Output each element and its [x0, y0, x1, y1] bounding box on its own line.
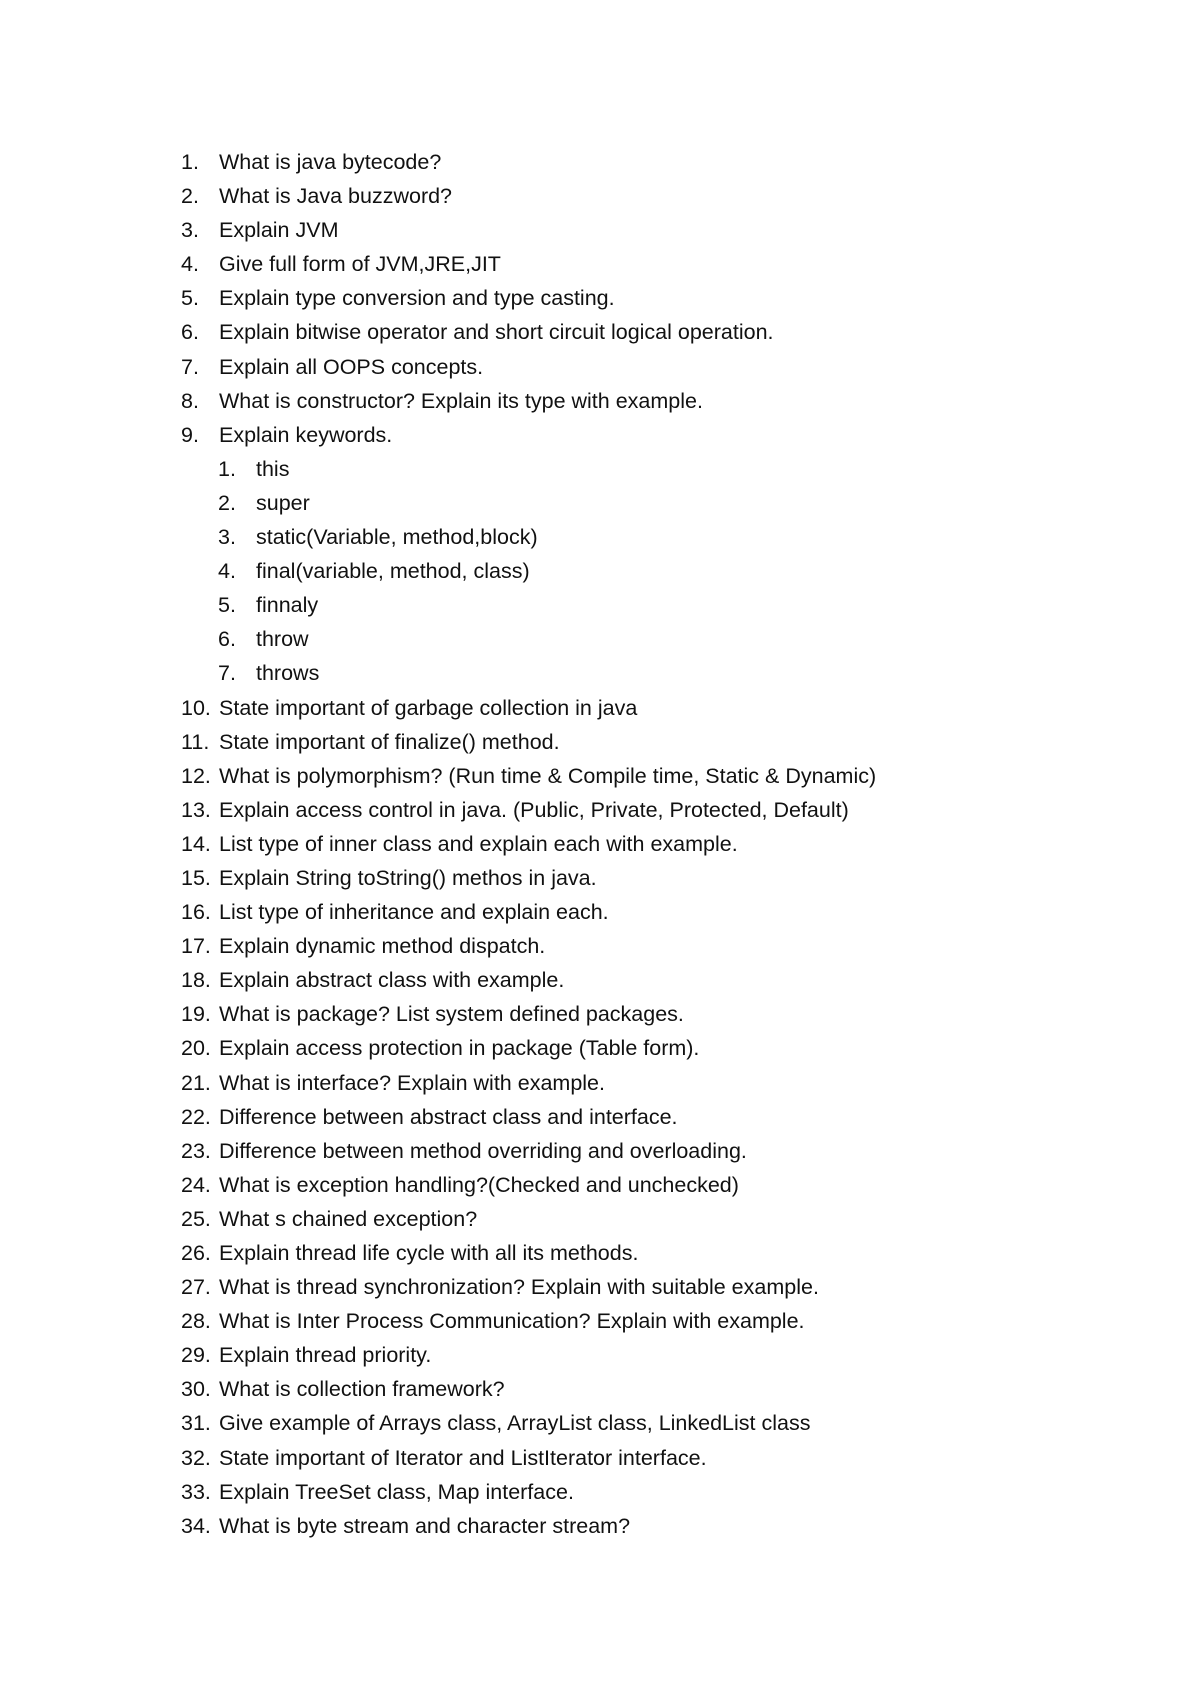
- item-number: 10.: [181, 695, 211, 720]
- item-text: What is package? List system defined packages.: [219, 1002, 684, 1027]
- list-item: [181, 1338, 1141, 1372]
- list-item: [181, 1509, 1141, 1543]
- sub-list-item: [181, 452, 1141, 486]
- item-text: Explain dynamic method dispatch.: [219, 934, 546, 959]
- list-item: [181, 418, 1141, 452]
- list-item: [181, 1406, 1141, 1440]
- item-text: Explain String toString() methos in java.: [219, 865, 597, 890]
- item-text: final(variable, method, class): [256, 559, 530, 584]
- item-text: State important of finalize() method.: [219, 729, 560, 754]
- item-text: Give full form of JVM,JRE,JIT: [219, 252, 501, 277]
- list-item: [181, 1168, 1141, 1202]
- list-item: [181, 861, 1141, 895]
- item-text: static(Variable, method,block): [256, 525, 538, 550]
- sub-list-item: [181, 554, 1141, 588]
- item-text: Give example of Arrays class, ArrayList class, LinkedList class: [219, 1411, 811, 1436]
- sub-list-item: [181, 520, 1141, 554]
- item-number: 20.: [181, 1036, 211, 1061]
- list-item: [181, 725, 1141, 759]
- item-number: 11.: [181, 729, 210, 754]
- list-item: [181, 1066, 1141, 1100]
- item-number: 31.: [181, 1411, 211, 1436]
- item-number: 6.: [181, 320, 199, 345]
- item-number: 24.: [181, 1172, 211, 1197]
- item-number: 4.: [181, 252, 199, 277]
- list-item: [181, 1134, 1141, 1168]
- list-item: [181, 997, 1141, 1031]
- item-number: 6.: [218, 627, 236, 652]
- list-item: [181, 145, 1141, 179]
- item-number: 30.: [181, 1377, 211, 1402]
- item-number: 2.: [181, 184, 199, 209]
- list-item: [181, 1372, 1141, 1406]
- item-text: What is polymorphism? (Run time & Compile time, Static & Dynamic): [219, 763, 877, 788]
- list-item: [181, 1475, 1141, 1509]
- item-number: 13.: [181, 797, 211, 822]
- item-number: 3.: [218, 525, 236, 550]
- item-text: Explain thread priority.: [219, 1343, 432, 1368]
- list-item: [181, 827, 1141, 861]
- item-text: State important of garbage collection in java: [219, 695, 638, 720]
- item-number: 12.: [181, 763, 211, 788]
- item-number: 7.: [218, 661, 236, 686]
- list-item: [181, 793, 1141, 827]
- item-number: 27.: [181, 1275, 211, 1300]
- item-number: 26.: [181, 1241, 211, 1265]
- item-text: Difference between method overriding and overloading.: [219, 1138, 747, 1163]
- item-text: throw: [256, 627, 309, 652]
- item-text: Explain access control in java. (Public, Private, Protected, Default): [219, 797, 849, 822]
- item-number: 32.: [181, 1445, 211, 1470]
- item-number: 21.: [181, 1070, 211, 1095]
- list-item: [181, 350, 1141, 384]
- item-number: 7.: [181, 354, 199, 379]
- item-text: Explain keywords.: [219, 422, 393, 447]
- list-item: [181, 281, 1141, 315]
- item-number: 2.: [218, 490, 236, 515]
- item-text: What is Inter Process Communication? Explain with example.: [219, 1309, 805, 1334]
- list-item: [181, 1031, 1141, 1065]
- item-text: What is constructor? Explain its type with example.: [219, 388, 703, 413]
- sub-list-item: [181, 588, 1141, 622]
- item-text: Explain TreeSet class, Map interface.: [219, 1479, 574, 1504]
- item-text: What is interface? Explain with example.: [219, 1070, 605, 1095]
- item-text: Explain all OOPS concepts.: [219, 354, 484, 379]
- item-number: 19.: [181, 1002, 211, 1027]
- item-number: 33.: [181, 1479, 211, 1504]
- item-text: super: [256, 490, 310, 515]
- item-text: What is byte stream and character stream?: [219, 1513, 631, 1538]
- list-item: [181, 1202, 1141, 1236]
- item-number: 34.: [181, 1513, 211, 1538]
- item-number: 1.: [218, 456, 236, 481]
- list-item: [181, 1100, 1141, 1134]
- list-item: [181, 691, 1141, 725]
- item-number: 29.: [181, 1343, 211, 1368]
- item-text: What is java bytecode?: [219, 150, 442, 174]
- list-item: [181, 179, 1141, 213]
- item-text: Explain access protection in package (Table form).: [219, 1036, 700, 1061]
- list-item: [181, 315, 1141, 349]
- item-text: Difference between abstract class and interface.: [219, 1104, 678, 1129]
- item-number: 22.: [181, 1104, 211, 1129]
- list-item: [181, 963, 1141, 997]
- item-text: List type of inner class and explain each with example.: [219, 831, 738, 856]
- item-text: this: [256, 456, 290, 481]
- question-list: [181, 145, 1141, 1543]
- item-text: What s chained exception?: [219, 1206, 478, 1231]
- item-number: 4.: [218, 559, 236, 584]
- item-number: 17.: [181, 934, 211, 959]
- sub-list-item: [181, 622, 1141, 656]
- list-item: [181, 384, 1141, 418]
- list-item: [181, 1304, 1141, 1338]
- item-text: Explain thread life cycle with all its methods.: [219, 1241, 639, 1265]
- item-text: What is Java buzzword?: [219, 184, 453, 209]
- item-number: 16.: [181, 900, 211, 925]
- list-item: [181, 247, 1141, 281]
- sub-list-item: [181, 486, 1141, 520]
- list-item: [181, 1236, 1141, 1270]
- item-text: throws: [256, 661, 320, 686]
- list-item: [181, 1270, 1141, 1304]
- item-text: What is exception handling?(Checked and unchecked): [219, 1172, 739, 1197]
- item-number: 15.: [181, 865, 211, 890]
- item-text: What is collection framework?: [219, 1377, 505, 1402]
- sub-list-item: [181, 656, 1141, 690]
- item-text: List type of inheritance and explain each.: [219, 900, 609, 925]
- list-item: [181, 759, 1141, 793]
- item-number: 1.: [181, 150, 199, 174]
- item-number: 5.: [218, 593, 236, 618]
- item-number: 8.: [181, 388, 199, 413]
- item-text: Explain bitwise operator and short circuit logical operation.: [219, 320, 774, 345]
- item-number: 25.: [181, 1206, 211, 1231]
- item-number: 23.: [181, 1138, 211, 1163]
- item-text: Explain abstract class with example.: [219, 968, 565, 993]
- item-number: 28.: [181, 1309, 211, 1334]
- list-item: [181, 895, 1141, 929]
- list-item: [181, 1441, 1141, 1475]
- item-text: State important of Iterator and ListIterator interface.: [219, 1445, 707, 1470]
- item-text: Explain type conversion and type casting.: [219, 286, 615, 311]
- item-number: 3.: [181, 218, 199, 243]
- item-text: What is thread synchronization? Explain with suitable example.: [219, 1275, 819, 1300]
- item-number: 9.: [181, 422, 199, 447]
- list-item: [181, 929, 1141, 963]
- item-text: finnaly: [256, 593, 319, 618]
- item-text: Explain JVM: [219, 218, 339, 243]
- item-number: 14.: [181, 831, 211, 856]
- item-number: 18.: [181, 968, 211, 993]
- list-item: [181, 213, 1141, 247]
- item-number: 5.: [181, 286, 199, 311]
